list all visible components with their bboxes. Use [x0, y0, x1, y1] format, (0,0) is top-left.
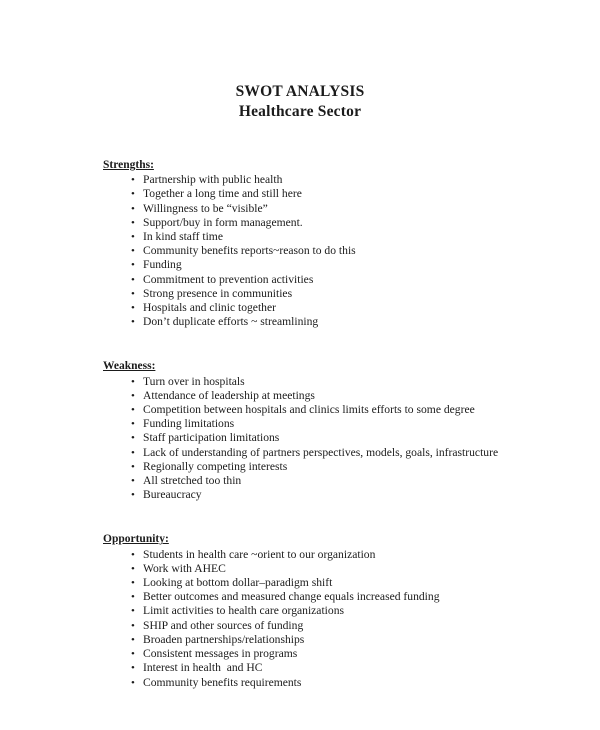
list-item: [103, 619, 576, 633]
list-item: [103, 403, 576, 417]
bullet-icon: •: [131, 676, 135, 689]
list-item: [103, 173, 576, 187]
document-body: [103, 155, 576, 690]
list-item-text: Community benefits requirements: [143, 675, 302, 689]
list-item-text: Work with AHEC: [143, 561, 226, 575]
list-item: [103, 647, 576, 661]
bullet-icon: •: [131, 245, 135, 258]
list-item-text: All stretched too thin: [143, 474, 242, 488]
list-item: [103, 389, 576, 403]
page-title-line-2: Healthcare Sector: [238, 103, 362, 120]
list-item: [103, 446, 576, 460]
bullet-icon: •: [131, 548, 135, 561]
list-item-text: Don’t duplicate efforts ~ streamlining: [143, 315, 319, 329]
list-item: [103, 244, 576, 258]
bullet-icon: •: [131, 302, 135, 315]
list-item: [103, 604, 576, 618]
bullet-icon: •: [131, 432, 135, 445]
bullet-icon: •: [131, 202, 135, 215]
list-item: [103, 417, 576, 431]
bullet-icon: •: [131, 605, 135, 618]
list-item-text: Bureaucracy: [143, 488, 202, 502]
list-item-text: Better outcomes and measured change equals increased funding: [143, 590, 440, 604]
list-item-text: Strong presence in communities: [143, 286, 293, 300]
list-item-text: Interest in health and HC: [143, 661, 263, 675]
list-item-text: In kind staff time: [143, 230, 223, 244]
list-item-text: Looking at bottom dollar–paradigm shift: [143, 576, 333, 590]
page-title-line-1: SWOT ANALYSIS: [235, 83, 365, 100]
swot-section: [103, 356, 576, 502]
list-item-text: Funding limitations: [143, 417, 235, 431]
bullet-icon: •: [131, 259, 135, 272]
section-heading: Strengths:: [103, 159, 154, 171]
list-item: [103, 633, 576, 647]
list-item-text: Consistent messages in programs: [143, 647, 298, 661]
bullet-list: [103, 548, 576, 690]
list-item-text: Turn over in hospitals: [143, 374, 245, 388]
list-item-text: Funding: [143, 258, 182, 272]
list-item-text: Community benefits reports~reason to do this: [143, 244, 356, 258]
list-item: [103, 562, 576, 576]
list-item-text: Staff participation limitations: [143, 431, 280, 445]
bullet-icon: •: [131, 273, 135, 286]
section-heading: Opportunity:: [103, 533, 169, 546]
bullet-icon: •: [131, 316, 135, 329]
bullet-icon: •: [131, 216, 135, 229]
list-item: [103, 301, 576, 315]
bullet-icon: •: [131, 633, 135, 646]
list-item: [103, 474, 576, 488]
list-item: [103, 375, 576, 389]
list-item-text: Commitment to prevention activities: [143, 272, 314, 286]
bullet-icon: •: [131, 174, 135, 187]
bullet-icon: •: [131, 562, 135, 575]
list-item-text: Limit activities to health care organizations: [143, 604, 344, 618]
bullet-icon: •: [131, 619, 135, 632]
bullet-icon: •: [131, 446, 135, 459]
list-item: [103, 431, 576, 445]
list-item-text: Regionally competing interests: [143, 459, 288, 473]
bullet-icon: •: [131, 188, 135, 201]
list-item: [103, 273, 576, 287]
list-item-text: Together a long time and still here: [143, 187, 302, 201]
list-item-text: Competition between hospitals and clinics limits efforts to some degree: [143, 403, 475, 417]
bullet-icon: •: [131, 375, 135, 388]
list-item-text: Students in health care ~orient to our organization: [143, 547, 376, 561]
list-item-text: Support/buy in form management.: [143, 215, 303, 229]
bullet-list: [103, 375, 576, 503]
bullet-icon: •: [131, 591, 135, 604]
list-item-text: Lack of understanding of partners perspectives, models, goals, infrastructure: [143, 445, 499, 459]
bullet-icon: •: [131, 577, 135, 590]
bullet-icon: •: [131, 460, 135, 473]
document-title-block: [0, 82, 600, 122]
list-item: [103, 488, 576, 502]
bullet-icon: •: [131, 662, 135, 675]
list-item: [103, 187, 576, 201]
list-item: [103, 315, 576, 329]
list-item-text: SHIP and other sources of funding: [143, 618, 304, 632]
swot-section: [103, 155, 576, 329]
list-item: [103, 216, 576, 230]
bullet-list: [103, 173, 576, 329]
list-item: [103, 576, 576, 590]
list-item-text: Attendance of leadership at meetings: [143, 388, 315, 402]
list-item: [103, 676, 576, 690]
bullet-icon: •: [131, 287, 135, 300]
bullet-icon: •: [131, 489, 135, 502]
bullet-icon: •: [131, 389, 135, 402]
list-item-text: Willingness to be “visible”: [143, 201, 268, 215]
list-item: [103, 230, 576, 244]
bullet-icon: •: [131, 648, 135, 661]
swot-section: [103, 529, 576, 689]
list-item: [103, 460, 576, 474]
bullet-icon: •: [131, 475, 135, 488]
list-item-text: Partnership with public health: [143, 173, 283, 187]
bullet-icon: •: [131, 404, 135, 417]
list-item: [103, 548, 576, 562]
list-item: [103, 287, 576, 301]
section-heading: Weakness:: [103, 360, 156, 373]
list-item-text: Broaden partnerships/relationships: [143, 632, 305, 646]
bullet-icon: •: [131, 231, 135, 244]
list-item-text: Hospitals and clinic together: [143, 301, 276, 315]
bullet-icon: •: [131, 418, 135, 431]
list-item: [103, 202, 576, 216]
list-item: [103, 661, 576, 675]
list-item: [103, 258, 576, 272]
list-item: [103, 590, 576, 604]
